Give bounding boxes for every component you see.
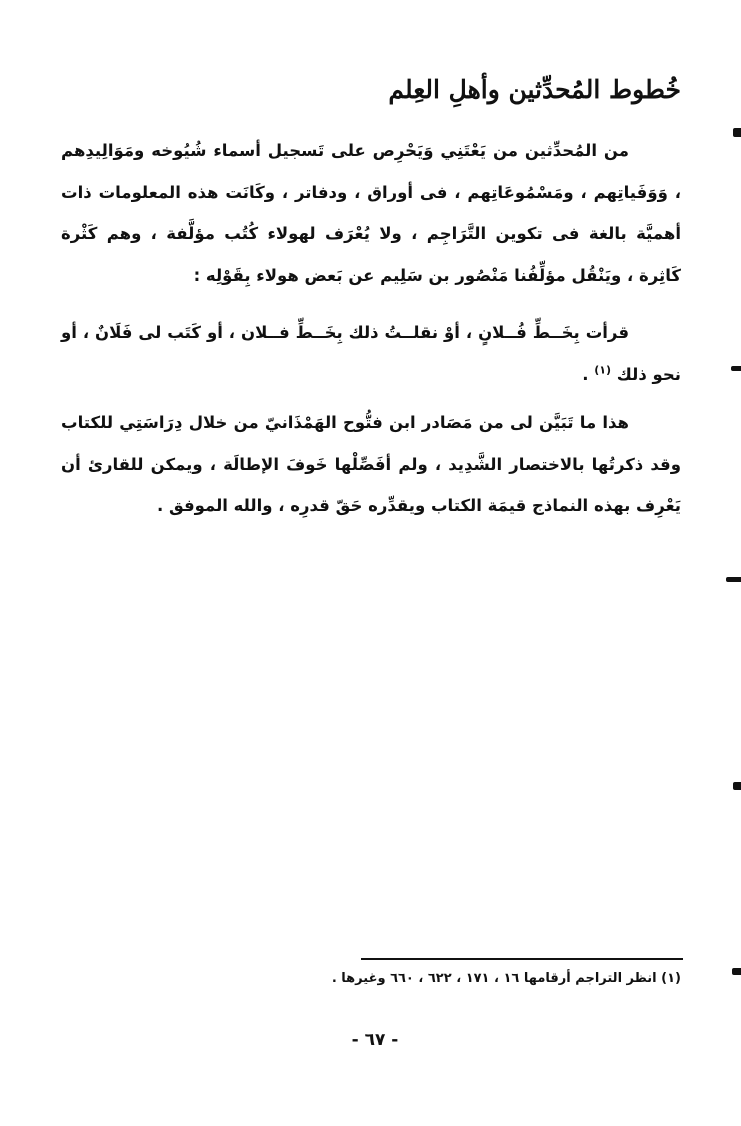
- footnote: (١) انظر التراجم أرقامها ١٦ ، ١٧١ ، ٦٢٢ ، ٦٦٠ وغيرها .: [331, 971, 681, 986]
- section-heading: خُطوط المُحدِّثين وأهلِ العِلم: [388, 75, 681, 104]
- footnote-divider: [361, 958, 683, 960]
- quote-text: قرأت بِخَــطِّ فُــلانٍ ، أوْ نقلــتُ ذلك بِخَــطِّ فــلان ، أو كَتَب لى فَلَانٌ ، أو نحو ذلك: [61, 323, 681, 384]
- page-number: - ٦٧ -: [351, 1030, 399, 1050]
- scan-edge-mark: [732, 968, 741, 975]
- quoted-formula: [61, 312, 681, 395]
- paragraph-sources-conclusion: هذا ما تَبَيَّن لى من مَصَادر ابن فتُّوح الهَمْذَانيّ من خلال دِرَاسَتِي للكتاب وقد ذكرتُها بالاختصار الشَّدِيد ، ولم أفَصِّلْها خَوفَ الإطالَة ، ويمكن للقارئ أن يَعْرِف بهذه النماذج قيمَة الكتاب ويقدِّره حَقّ قدرِه ، والله الموفق .: [61, 413, 681, 515]
- footnote-reference: (١): [594, 363, 612, 376]
- paragraph-muhaddithin: من المُحدِّثين من يَعْتَنِي وَيَحْرِص على تَسجيل أسماء شُيُوخه ومَوَالِيدِهم ، وَوَفَياتِهم ، ومَسْمُوعَاتِهم ، فى أوراق ، ودفاتر ، وكَانَت هذه المعلومات ذات أهميَّة بالغة فى تكوين التَّرَاجِم ، ولا يُعْرَف لهولاء كُتُب مؤلَّفة ، وهم كَثْرة كَاثِرة ، ويَنْقُل مؤلِّفُنا مَنْصُور بن سَلِيم عن بَعض هولاء بِقَوْلِه :: [61, 141, 681, 285]
- scan-edge-mark: [731, 366, 741, 371]
- scan-edge-mark: [733, 782, 741, 790]
- quote-end: .: [582, 364, 595, 384]
- scan-edge-mark: [726, 577, 741, 582]
- scan-edge-mark: [733, 128, 741, 137]
